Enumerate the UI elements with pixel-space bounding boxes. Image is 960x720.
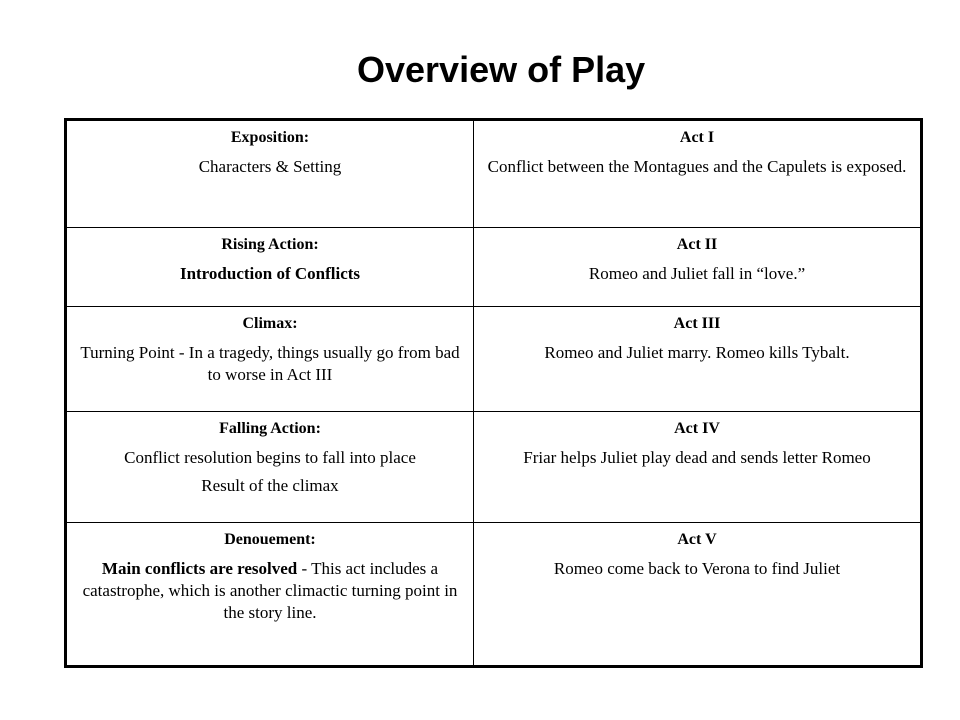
- stage-title: Rising Action:: [221, 236, 319, 253]
- table-row-rising-action: [66, 228, 922, 307]
- stage-title: Falling Action:: [219, 420, 321, 437]
- act-cell-act-1: [474, 120, 922, 228]
- stage-description-secondary: Result of the climax: [201, 476, 339, 495]
- stage-cell-exposition: [66, 120, 474, 228]
- act-cell-act-3: [474, 307, 922, 412]
- act-title: Act III: [673, 315, 721, 332]
- act-title: Act V: [677, 531, 717, 548]
- act-description: Conflict between the Montagues and the Capulets is exposed.: [487, 157, 907, 176]
- stage-description: Introduction of Conflicts: [179, 264, 361, 283]
- stage-cell-rising-action: [66, 228, 474, 307]
- stage-description-lead: Main conflicts are resolved: [101, 559, 298, 578]
- act-cell-act-4: [474, 412, 922, 523]
- stage-cell-climax: [66, 307, 474, 412]
- act-title: Act II: [676, 236, 718, 253]
- stage-description: [73, 558, 467, 624]
- act-cell-act-5: [474, 523, 922, 667]
- stage-cell-denouement: [66, 523, 474, 667]
- table-row-climax: [66, 307, 922, 412]
- stage-description: Characters & Setting: [198, 157, 342, 176]
- act-title: Act IV: [674, 420, 720, 437]
- act-title: Act I: [679, 129, 715, 146]
- slide-title: Overview of Play: [357, 49, 646, 90]
- table-row-denouement: [66, 523, 922, 667]
- act-description: Romeo and Juliet fall in “love.”: [588, 264, 806, 283]
- act-description: Romeo come back to Verona to find Juliet: [553, 559, 841, 578]
- stage-description-rest: - This act includes a catastrophe, which is another climactic turning point in the story line.: [82, 559, 458, 622]
- stage-title: Denouement:: [224, 531, 316, 548]
- act-cell-act-2: [474, 228, 922, 307]
- table-row-falling-action: [66, 412, 922, 523]
- overview-table: [64, 118, 923, 668]
- stage-title: Climax:: [242, 315, 298, 332]
- act-description: Romeo and Juliet marry. Romeo kills Tybalt.: [544, 343, 850, 362]
- stage-description: Turning Point - In a tragedy, things usually go from bad to worse in Act III: [80, 343, 460, 384]
- stage-description: Conflict resolution begins to fall into place: [124, 448, 416, 467]
- title-container: [0, 48, 960, 92]
- stage-title: Exposition:: [230, 129, 310, 146]
- stage-cell-falling-action: [66, 412, 474, 523]
- act-description: Friar helps Juliet play dead and sends letter Romeo: [523, 448, 871, 467]
- table-row-exposition: [66, 120, 922, 228]
